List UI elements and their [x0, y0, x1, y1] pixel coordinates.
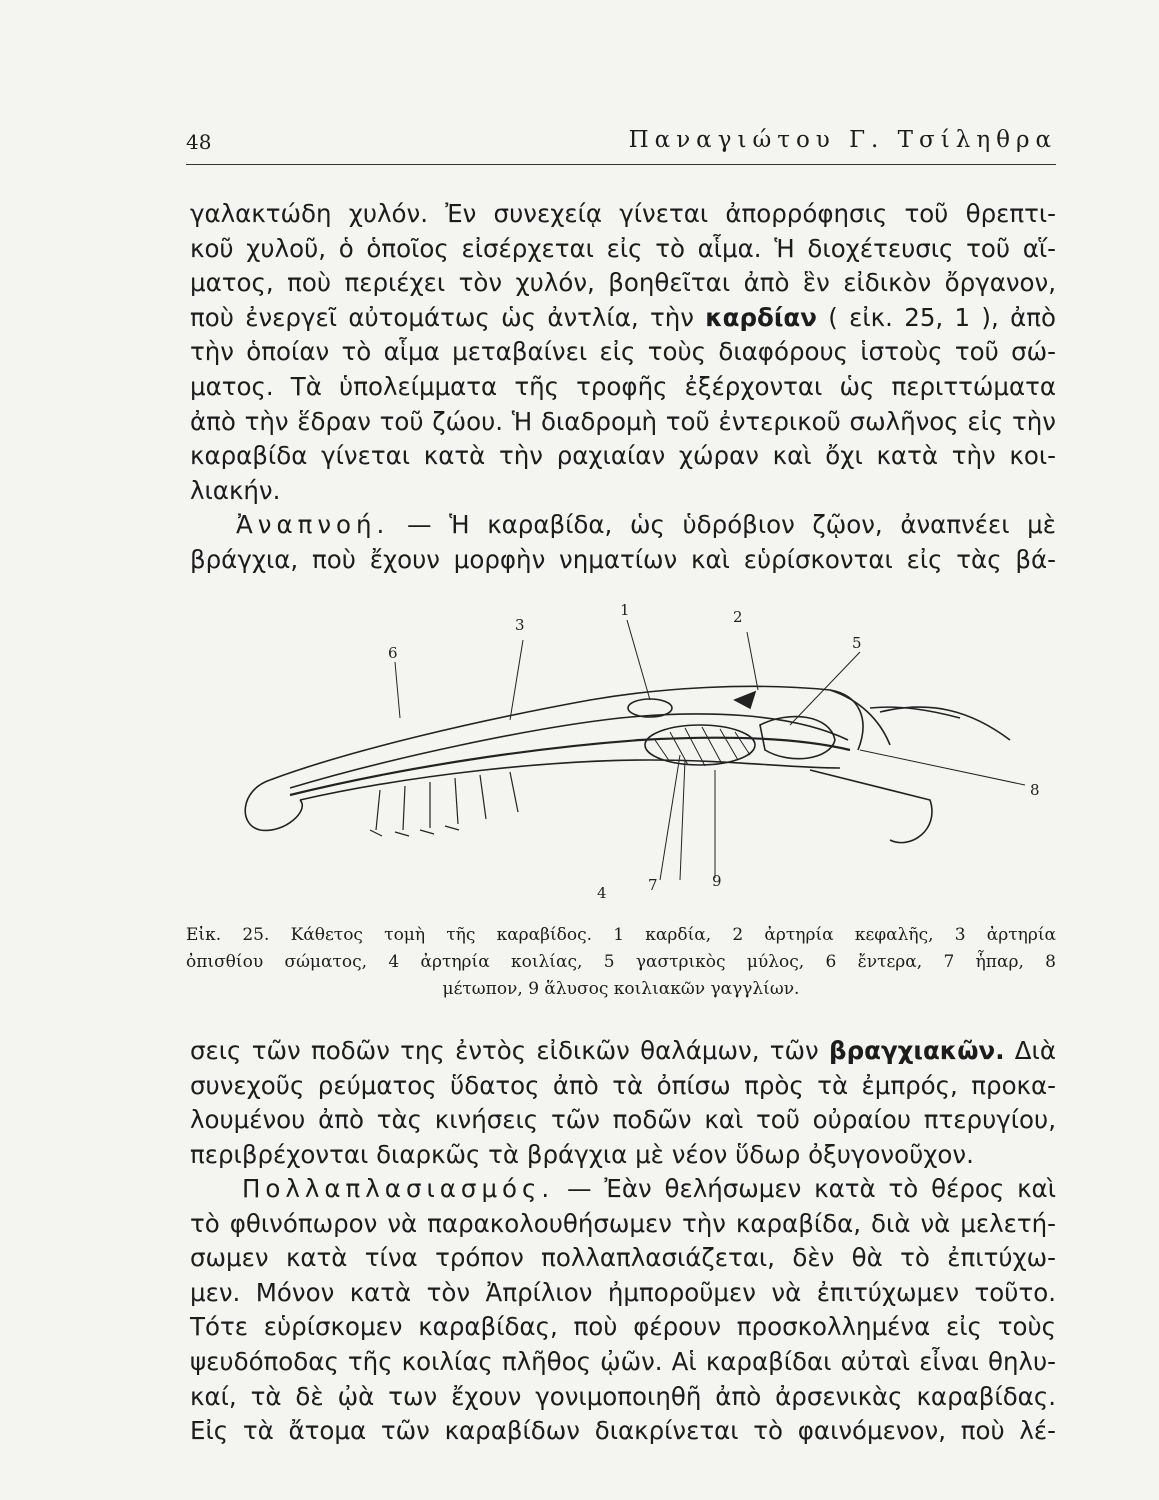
figure-label-2: 2 [733, 608, 743, 626]
figure-label-9: 9 [712, 872, 722, 890]
caption-line: ὀπισθίου σώματος, 4 ἀρτηρία κοιλίας, 5 γαστρικὸς μύλος, 6 ἔντερα, 7 ἧπαρ, 8 [186, 952, 1056, 972]
paragraph-reproduction [190, 1172, 1056, 1449]
figure-label-4: 4 [597, 884, 607, 900]
caption-line: Εἰκ. 25. Κάθετος τομὴ τῆς καραβίδος. 1 καρδία, 2 ἀρτηρία κεφαλῆς, 3 ἀρτηρία [186, 925, 1056, 945]
figure-label-5: 5 [852, 634, 862, 652]
figure-label-7: 7 [648, 876, 658, 894]
text-line: καί, τὰ δὲ ᾠὰ των ἔχουν γονιμοποιηθῆ ἀπὸ ἀρσενικὰς καραβίδας. [190, 1381, 1056, 1411]
crayfish-section-figure [230, 600, 1060, 900]
text-line: Τότε εὑρίσκομεν καραβίδας, ποὺ φέρουν προσκολλημένα εἰς τοὺς [190, 1312, 1056, 1342]
header-rule [186, 164, 1056, 165]
figure-label-8: 8 [1030, 781, 1040, 799]
paragraph-gills [190, 1034, 1056, 1172]
text-line: Ἀναπνοή. — Ἡ καραβίδα, ὡς ὑδρόβιον ζῷον, ἀναπνέει μὲ [236, 510, 1056, 539]
text-line: συνεχοῦς ρεύματος ὕδατος ἀπὸ τὰ ὀπίσω πρὸς τὰ ἐμπρός, προκα- [190, 1070, 1056, 1100]
section-heading-pollaplasiasmos: Πολλαπλασιασμός. [242, 1174, 555, 1203]
figure-caption [186, 922, 1056, 1003]
paragraph-respiration [190, 508, 1056, 577]
text-line: γαλακτώδη χυλόν. Ἐν συνεχείᾳ γίνεται ἀπορρόφησις τοῦ θρεπτι- [190, 199, 1056, 228]
text-line: τὸ φθινόπωρον νὰ παρακολουθήσωμεν τὴν καραβίδα, διὰ νὰ μελετή- [190, 1208, 1056, 1238]
text-line: λιακήν. [190, 475, 281, 505]
heart-shape [628, 699, 672, 717]
term-kardia: καρδίαν [705, 302, 817, 332]
artery-arrow [735, 692, 755, 708]
text-line: ἀπὸ τὴν ἕδραν τοῦ ζώου. Ἡ διαδρομὴ τοῦ ἐντερικοῦ σωλῆνος εἰς τὴν [190, 406, 1056, 436]
caption-line: μέτωπον, 9 ἅλυσος κοιλιακῶν γαγγλίων. [442, 979, 800, 999]
text-line: ποὺ ἐνεργεῖ αὐτομάτως ὡς ἀντλία, τὴν καρδίαν ( εἰκ. 25, 1 ), ἀπὸ [190, 302, 1056, 332]
carapace-outline [270, 686, 863, 780]
text-line: βράγχια, ποὺ ἔχουν μορφὴν νηματίων καὶ εὑρίσκονται εἰς τὰς βά- [190, 544, 1056, 574]
antenna [880, 707, 1010, 740]
running-header-author: Παναγιώτου Γ. Τσίληθρα [628, 127, 1057, 153]
text-line: ματος, ποὺ περιέχει τὸν χυλόν, βοηθεῖται ἀπὸ ἓν εἰδικὸν ὄργανον, [190, 268, 1056, 298]
page-number: 48 [186, 130, 212, 154]
paragraph-digestion [190, 197, 1056, 508]
head-front [830, 690, 960, 745]
section-heading-anapnoi: Ἀναπνοή. [236, 510, 390, 539]
claw [810, 770, 932, 843]
text-line: Πολλαπλασιασμός. — Ἐὰν θελήσωμεν κατὰ τὸ θέρος καὶ [242, 1174, 1056, 1203]
text-line: ψευδόποδας τῆς κοιλίας πλῆθος ᾠῶν. Αἱ καραβίδαι αὐταὶ εἶναι θηλυ- [190, 1346, 1056, 1376]
figure-label-1: 1 [620, 601, 630, 619]
liver-shape [645, 725, 755, 765]
text-line: κοῦ χυλοῦ, ὁ ὁποῖος εἰσέρχεται εἰς τὸ αἷμα. Ἡ διοχέτευσις τοῦ αἵ- [190, 233, 1056, 263]
text-line: Εἰς τὰ ἄτομα τῶν καραβίδων διακρίνεται τὸ φαινόμενον, ποὺ λέ- [190, 1416, 1056, 1446]
body-ventral [300, 760, 840, 800]
figure-label-3: 3 [515, 616, 525, 634]
intestine-line [290, 738, 850, 795]
text-line: καραβίδα γίνεται κατὰ τὴν ραχιαίαν χώραν καὶ ὄχι κατὰ τὴν κοι- [190, 441, 1056, 471]
text-line: περιβρέχονται διαρκῶς τὰ βράγχια μὲ νέον ὕδωρ ὀξυγονοῦχον. [190, 1139, 974, 1169]
text-line: τὴν ὁποίαν τὸ αἷμα μεταβαίνει εἰς τοὺς διαφόρους ἱστοὺς τοῦ σώ- [190, 337, 1056, 367]
text-line: μεν. Μόνον κατὰ τὸν Ἀπρίλιον ἠμποροῦμεν νὰ ἐπιτύχωμεν τοῦτο. [190, 1277, 1056, 1307]
text-line: λουμένου ἀπὸ τὰς κινήσεις τῶν ποδῶν καὶ τοῦ οὐραίου πτερυγίου, [190, 1105, 1056, 1135]
text-line: σωμεν κατὰ τίνα τρόπον πολλαπλασιάζεται, δὲν θὰ τὸ ἐπιτύχω- [190, 1243, 1056, 1273]
term-vragchiakon: βραγχιακῶν. [829, 1036, 1005, 1065]
text-line: σεις τῶν ποδῶν της ἐντὸς εἰδικῶν θαλάμων, τῶν βραγχιακῶν. Διὰ [190, 1036, 1056, 1065]
text-line: ματος. Τὰ ὑπολείμματα τῆς τροφῆς ἐξέρχονται ὡς περιττώματα [190, 371, 1056, 401]
figure-label-6: 6 [388, 644, 398, 662]
